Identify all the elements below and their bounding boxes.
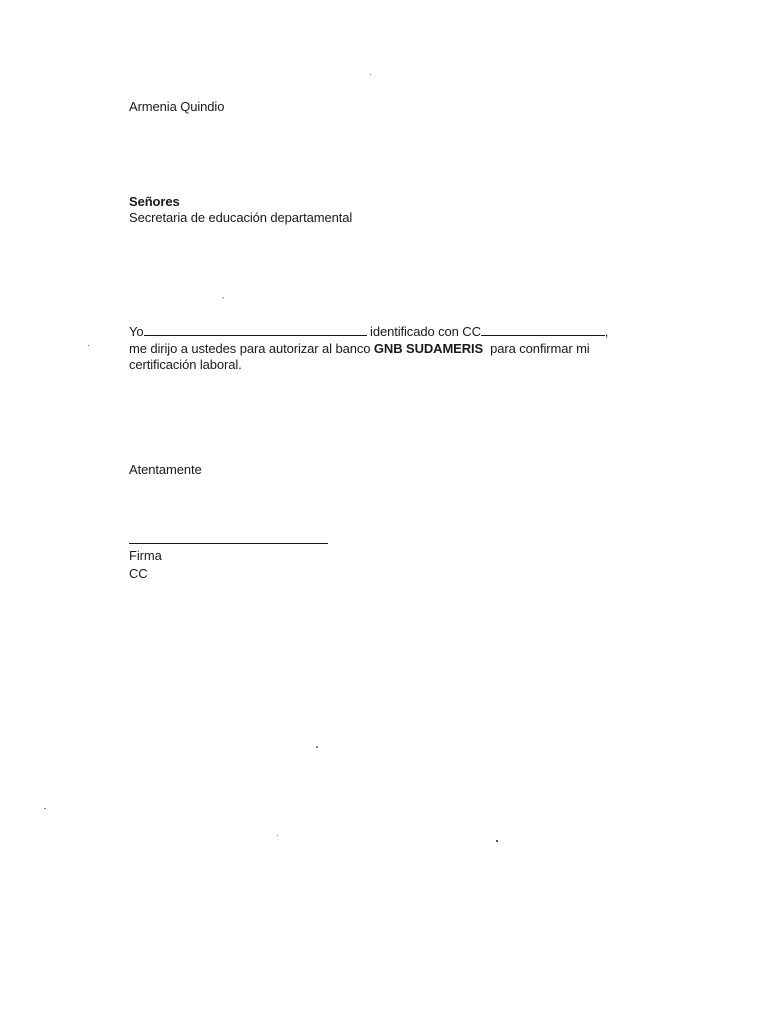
scan-speck <box>88 345 89 346</box>
recipient-name: Secretaria de educación departamental <box>129 210 353 225</box>
scan-speck <box>277 835 278 836</box>
body-line-1 <box>129 324 608 339</box>
identified-text: identificado con CC <box>366 324 481 339</box>
body-line-3: certificación laboral. <box>129 357 242 372</box>
signature-label: Firma <box>129 548 162 563</box>
line2-end-text: para confirmar mi <box>483 341 590 356</box>
scan-speck <box>496 840 498 842</box>
place-line: Armenia Quindio <box>129 99 225 114</box>
scan-speck <box>370 74 371 75</box>
signature-line <box>129 543 328 544</box>
bank-name: GNB SUDAMERIS <box>373 341 484 356</box>
scan-speck <box>316 746 318 748</box>
signature-cc-label: CC <box>129 566 148 581</box>
name-blank <box>144 324 367 336</box>
body-line-2 <box>129 341 590 356</box>
recipient-salutation: Señores <box>129 194 180 209</box>
scan-speck <box>222 297 224 299</box>
cc-blank <box>481 324 605 336</box>
yo-text: Yo <box>129 324 144 339</box>
scan-speck <box>44 808 46 809</box>
closing-text: Atentamente <box>129 462 202 477</box>
line2-start-text: me dirijo a ustedes para autorizar al banco <box>129 341 374 356</box>
comma-text: , <box>604 324 609 339</box>
